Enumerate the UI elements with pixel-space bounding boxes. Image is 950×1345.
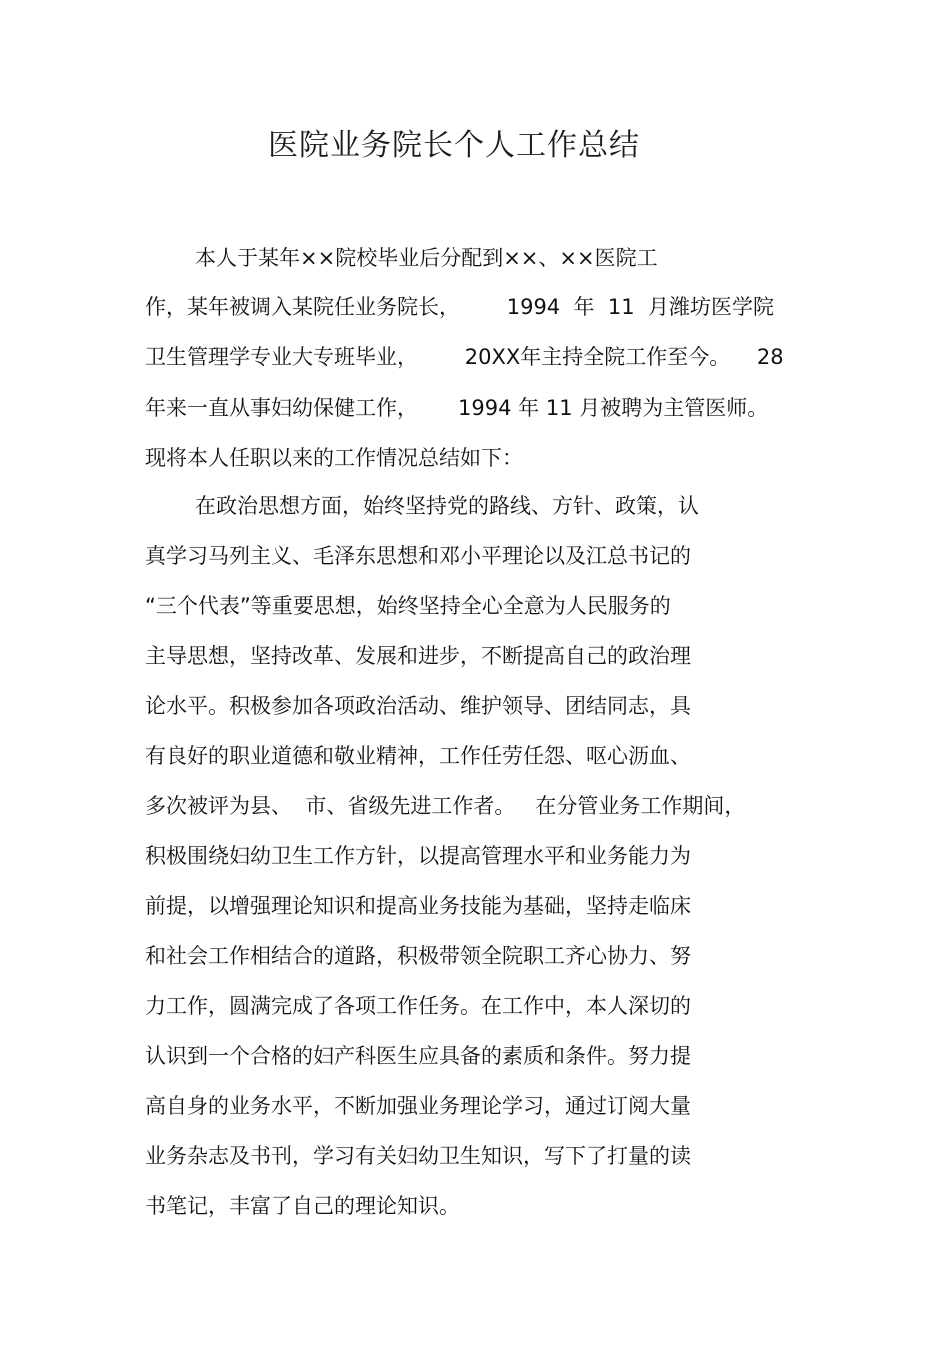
paragraph-line: 论水平。积极参加各项政治活动、维护领导、团结同志，具 xyxy=(145,694,691,718)
paragraph-line: 真学习马列主义、毛泽东思想和邓小平理论以及江总书记的 xyxy=(145,544,691,568)
paragraph-line: “三个代表”等重要思想，始终坚持全心全意为人民服务的 xyxy=(145,594,671,618)
paragraph-line: 和社会工作相结合的道路，积极带领全院职工齐心协力、努 xyxy=(145,944,691,968)
paragraph-line: 在政治思想方面，始终坚持党的路线、方针、政策，认 xyxy=(195,494,699,518)
document-title: 医院业务院长个人工作总结 xyxy=(268,128,640,163)
paragraph-line: 主导思想，坚持改革、发展和进步，不断提高自己的政治理 xyxy=(145,644,691,668)
paragraph-line: 前提，以增强理论知识和提高业务技能为基础，坚持走临床 xyxy=(145,894,691,918)
paragraph-line: 业务杂志及书刊，学习有关妇幼卫生知识，写下了打量的读 xyxy=(145,1144,691,1168)
paragraph-line: 有良好的职业道德和敬业精神，工作任劳任怨、呕心沥血、 xyxy=(145,744,691,768)
paragraph-line: 积极围绕妇幼卫生工作方针，以提高管理水平和业务能力为 xyxy=(145,844,691,868)
paragraph-line: 年来一直从事妇幼保健工作， 1994 年 11 月被聘为主管医师。 xyxy=(145,396,769,420)
paragraph-line: 力工作，圆满完成了各项工作任务。在工作中，本人深切的 xyxy=(145,994,691,1018)
paragraph-line: 作，某年被调入某院任业务院长， 1994 年 11 月潍坊医学院 xyxy=(145,295,774,319)
paragraph-line: 多次被评为县、 市、省级先进工作者。 在分管业务工作期间， xyxy=(145,794,746,818)
paragraph-line: 认识到一个合格的妇产科医生应具备的素质和条件。努力提 xyxy=(145,1044,691,1068)
paragraph-line: 高自身的业务水平，不断加强业务理论学习，通过订阅大量 xyxy=(145,1094,691,1118)
paragraph-line: 本人于某年××院校毕业后分配到××、××医院工 xyxy=(195,246,658,270)
paragraph-line: 卫生管理学专业大专班毕业， 20XX年主持全院工作至今。 28 xyxy=(145,345,784,369)
paragraph-line: 现将本人任职以来的工作情况总结如下： xyxy=(145,446,523,470)
paragraph-line: 书笔记，丰富了自己的理论知识。 xyxy=(145,1194,460,1218)
